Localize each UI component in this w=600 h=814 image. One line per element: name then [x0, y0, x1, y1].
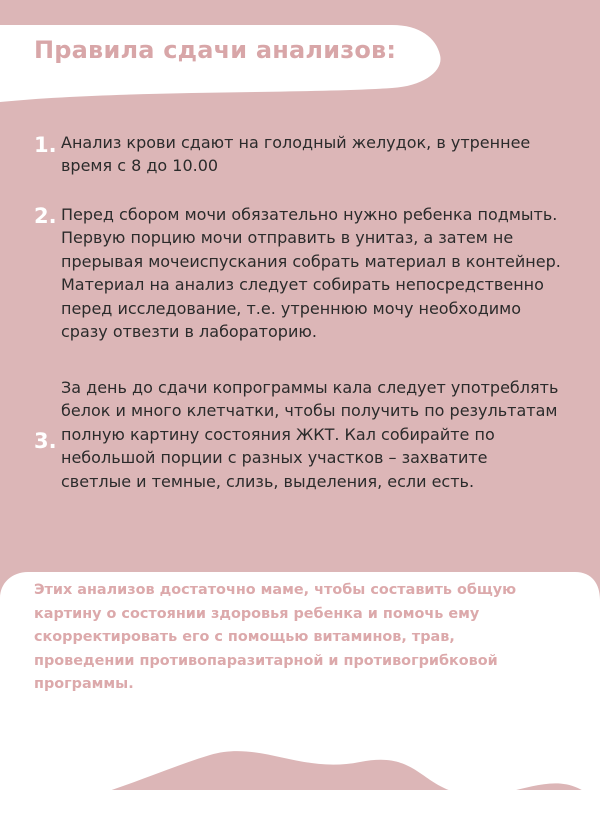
rule-text: Анализ крови сдают на голодный желудок, в утреннее время с 8 до 10.00 [61, 133, 531, 176]
rule-number: 2. [34, 204, 57, 228]
summary-text: Этих анализов достаточно маме, чтобы составить общую картину о состоянии здоровья ребенка и помочь ему скорректировать его с помощью витаминов, трав, проведении противопаразитарной и противогрибковой программы. [34, 582, 517, 693]
rule-number: 1. [34, 133, 57, 157]
page-title: Правила сдачи анализов: [34, 36, 397, 64]
rule-text: Перед сбором мочи обязательно нужно ребенка подмыть. Первую порцию мочи отправить в унитаз, а затем не прерывая мочеиспускания собрать материал в контейнер. Материал на анализ следует собирать непосредственно перед исследование, т.е. утреннюю мочу необходимо сразу отвезти в лабораторию. [61, 205, 561, 342]
rule-number: 3. [34, 429, 57, 453]
rule-text: За день до сдачи копрограммы кала следует употреблять белок и много клетчатки, чтобы получить по результатам полную картину состояния ЖКТ. Кал собирайте по небольшой порции с разных участков – захватите светлые и темные, слизь, выделения, если есть. [61, 378, 559, 491]
